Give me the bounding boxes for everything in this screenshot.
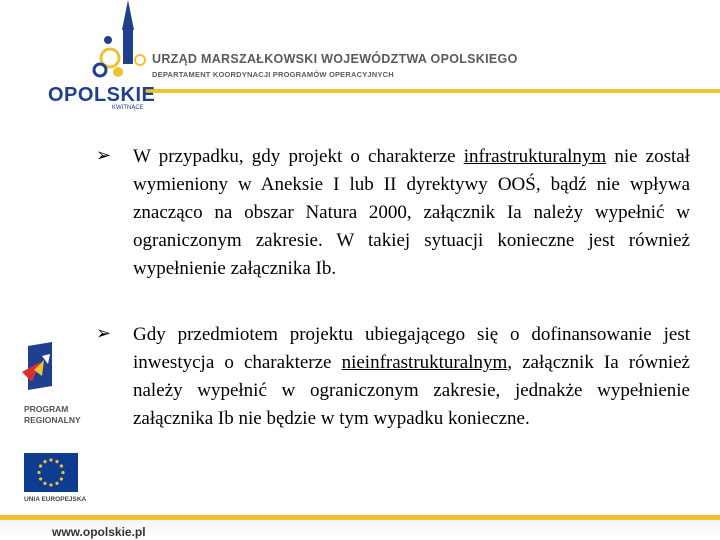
header-accent-bar <box>145 89 720 93</box>
brand-tagline: KWITNĄCE <box>112 105 144 111</box>
program-label: PROGRAM REGIONALNY <box>24 404 81 425</box>
website-url: www.opolskie.pl <box>52 525 146 539</box>
office-title: URZĄD MARSZAŁKOWSKI WOJEWÓDZTWA OPOLSKIEGO <box>152 52 518 66</box>
program-regionalny-logo-icon <box>20 342 60 400</box>
brand-name: OPOLSKIE <box>48 84 156 106</box>
arrow-bullet-icon: ➢ <box>96 145 112 166</box>
arrow-bullet-icon: ➢ <box>96 323 112 344</box>
bullet-text: Gdy przedmiotem projektu ubiegającego się o dofinansowanie jest inwestycja o charakterze nieinfrastrukturalnym, załącznik Ia również należy wypełnić w ograniczonym zakresie, jednakże wypełnienie załącznika Ib nie będzie w tym wypadku konieczne. <box>133 324 690 429</box>
bullet-item-2 <box>96 321 690 433</box>
underlined-term: nieinfrastrukturalnym <box>341 352 508 373</box>
underlined-term: infrastrukturalnym <box>463 146 607 167</box>
bullet-item-1 <box>96 143 690 283</box>
office-subtitle: DEPARTAMENT KOORDYNACJI PROGRAMÓW OPERACYJNYCH <box>152 70 394 79</box>
eu-label: UNIA EUROPEJSKA <box>24 496 87 503</box>
bullet-text: W przypadku, gdy projekt o charakterze infrastrukturalnym nie został wymieniony w Aneksie I lub II dyrektywy OOŚ, bądź nie wpływa znacząco na obszar Natura 2000, załącznik Ia należy wypełnić w ograniczonym zakresie. W takiej sytuacji konieczne jest również wypełnienie załącznika Ib. <box>133 146 690 279</box>
bullet-list <box>96 143 690 471</box>
eu-flag-icon <box>24 453 78 492</box>
